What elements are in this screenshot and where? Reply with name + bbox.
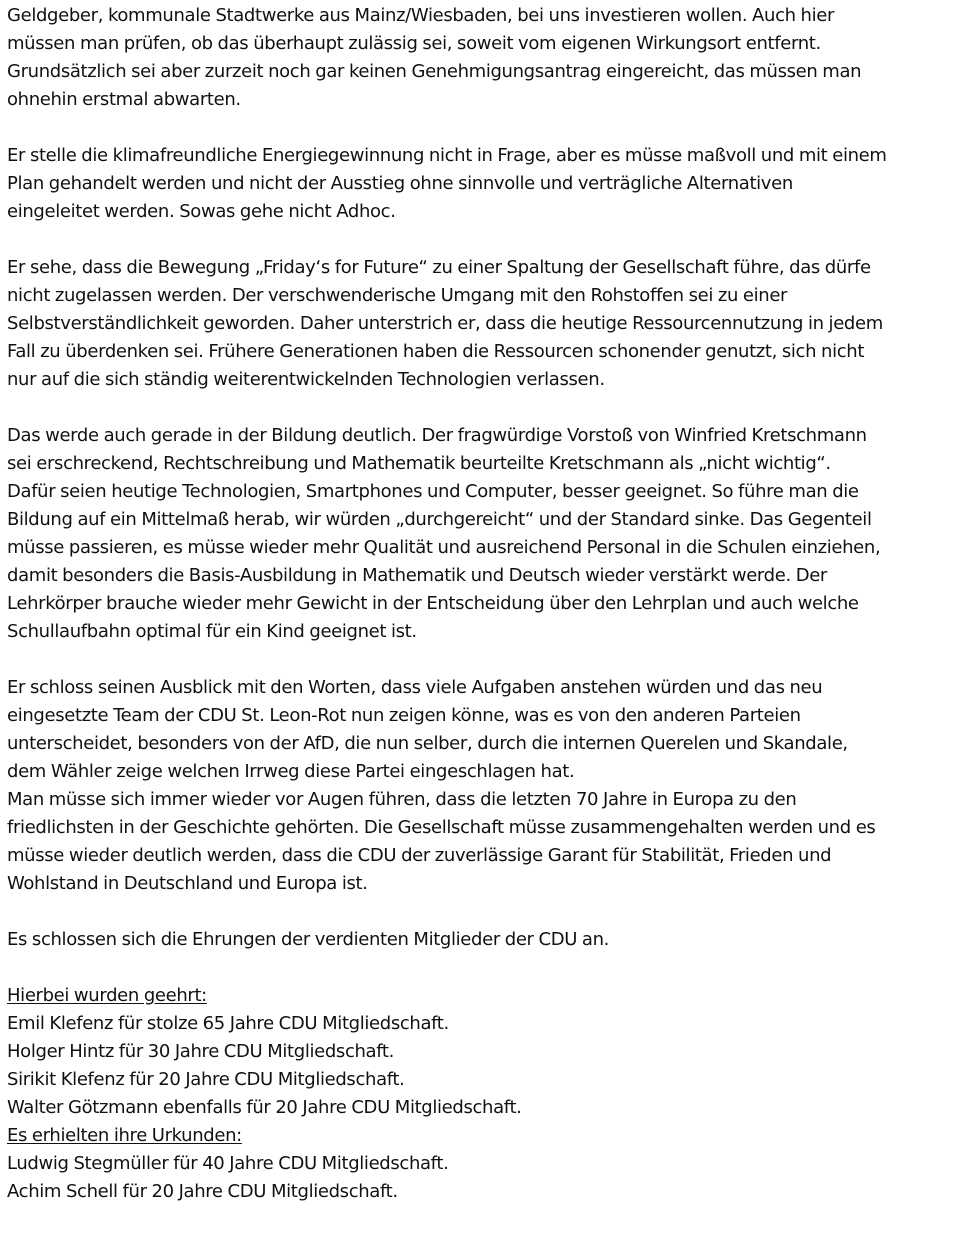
text-line: eingesetzte Team der CDU St. Leon-Rot nun zeigen könne, was es von den anderen Parteien (7, 705, 801, 726)
paragraph-energy (7, 142, 965, 226)
text-line: Grundsätzlich sei aber zurzeit noch gar keinen Genehmigungsantrag eingereicht, das müssen man (7, 61, 862, 82)
text-line: Wohlstand in Deutschland und Europa ist. (7, 873, 368, 894)
paragraph-outlook (7, 674, 965, 898)
text-line: dem Wähler zeige welchen Irrweg diese Partei eingeschlagen hat. (7, 761, 575, 782)
text-line: nur auf die sich ständig weiterentwickelnden Technologien verlassen. (7, 369, 605, 390)
text-line: müssen man prüfen, ob das überhaupt zulässig sei, soweit vom eigenen Wirkungsort entfernt. (7, 33, 821, 54)
text-line: unterscheidet, besonders von der AfD, die nun selber, durch die internen Querelen und Skandale, (7, 733, 848, 754)
paragraph-funding (7, 2, 965, 114)
certificate-item: Achim Schell für 20 Jahre CDU Mitgliedschaft. (7, 1181, 398, 1202)
text-line: Er schloss seinen Ausblick mit den Worten, dass viele Aufgaben anstehen würden und das neu (7, 677, 823, 698)
honors-heading: Hierbei wurden geehrt: (7, 985, 207, 1006)
text-line: Er stelle die klimafreundliche Energiegewinnung nicht in Frage, aber es müsse maßvoll und mit einem (7, 145, 887, 166)
text-line: Er sehe, dass die Bewegung „Friday‘s for Future“ zu einer Spaltung der Gesellschaft führe, das dürfe (7, 257, 871, 278)
text-line: Das werde auch gerade in der Bildung deutlich. Der fragwürdige Vorstoß von Winfried Kretschmann (7, 425, 867, 446)
honoree-item: Walter Götzmann ebenfalls für 20 Jahre CDU Mitgliedschaft. (7, 1097, 522, 1118)
paragraph-education (7, 422, 965, 646)
honoree-item: Sirikit Klefenz für 20 Jahre CDU Mitgliedschaft. (7, 1069, 405, 1090)
text-line: Selbstverständlichkeit geworden. Daher unterstrich er, dass die heutige Ressourcennutzung in jedem (7, 313, 883, 334)
text-line: müsse passieren, es müsse wieder mehr Qualität und ausreichend Personal in die Schulen einziehen, (7, 537, 881, 558)
honoree-item: Emil Klefenz für stolze 65 Jahre CDU Mitgliedschaft. (7, 1013, 449, 1034)
document-page (7, 2, 965, 1206)
text-line: Plan gehandelt werden und nicht der Ausstieg ohne sinnvolle und verträgliche Alternativen (7, 173, 793, 194)
text-line: Geldgeber, kommunale Stadtwerke aus Mainz/Wiesbaden, bei uns investieren wollen. Auch hier (7, 5, 835, 26)
text-line: Lehrkörper brauche wieder mehr Gewicht in der Entscheidung über den Lehrplan und auch welche (7, 593, 859, 614)
text-line: damit besonders die Basis-Ausbildung in Mathematik und Deutsch wieder verstärkt werde. Der (7, 565, 827, 586)
paragraph-honors-intro (7, 926, 965, 954)
text-line: Es schlossen sich die Ehrungen der verdienten Mitglieder der CDU an. (7, 929, 610, 950)
honors-list-section (7, 982, 965, 1122)
text-line: sei erschreckend, Rechtschreibung und Mathematik beurteilte Kretschmann als „nicht wichtig“. (7, 453, 831, 474)
text-line: Man müsse sich immer wieder vor Augen führen, dass die letzten 70 Jahre in Europa zu den (7, 789, 797, 810)
text-line: Fall zu überdenken sei. Frühere Generationen haben die Ressourcen schonender genutzt, sich nicht (7, 341, 865, 362)
text-line: Dafür seien heutige Technologien, Smartphones und Computer, besser geeignet. So führe man die (7, 481, 859, 502)
certificate-item: Ludwig Stegmüller für 40 Jahre CDU Mitgliedschaft. (7, 1153, 449, 1174)
honoree-item: Holger Hintz für 30 Jahre CDU Mitgliedschaft. (7, 1041, 394, 1062)
text-line: Bildung auf ein Mittelmaß herab, wir würden „durchgereicht“ und der Standard sinke. Das Gegenteil (7, 509, 872, 530)
text-line: friedlichsten in der Geschichte gehörten. Die Gesellschaft müsse zusammengehalten werden und es (7, 817, 876, 838)
certificates-list-section (7, 1122, 965, 1206)
text-line: nicht zugelassen werden. Der verschwenderische Umgang mit den Rohstoffen sei zu einer (7, 285, 788, 306)
text-line: ohnehin erstmal abwarten. (7, 89, 241, 110)
text-line: müsse wieder deutlich werden, dass die CDU der zuverlässige Garant für Stabilität, Frieden und (7, 845, 832, 866)
paragraph-fridays-for-future (7, 254, 965, 394)
text-line: eingeleitet werden. Sowas gehe nicht Adhoc. (7, 201, 396, 222)
text-line: Schullaufbahn optimal für ein Kind geeignet ist. (7, 621, 417, 642)
certificates-heading: Es erhielten ihre Urkunden: (7, 1125, 242, 1146)
